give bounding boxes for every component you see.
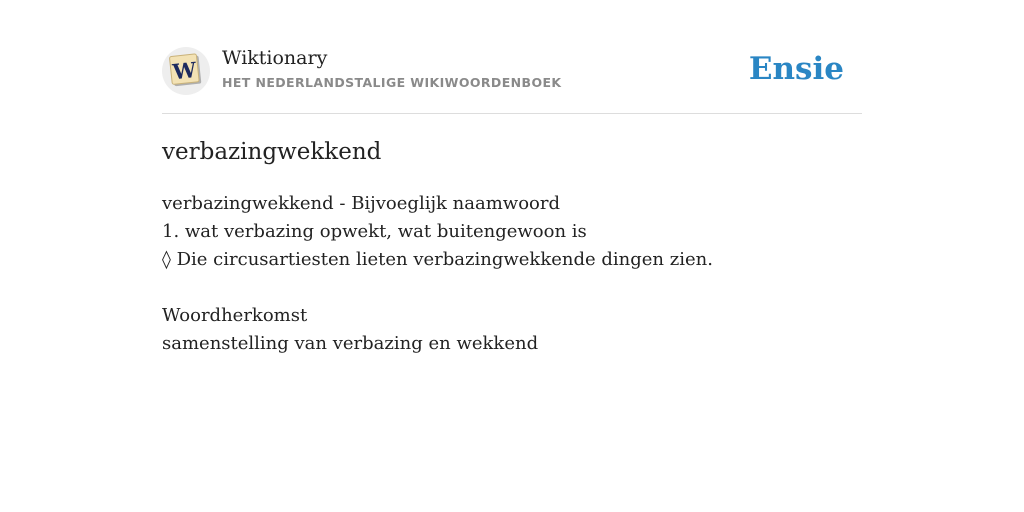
entry-line-blank [162,274,862,302]
ensie-brand-link[interactable]: Ensie [748,51,844,87]
logo-letter: W [171,56,198,85]
wiktionary-w-tile-icon [162,47,210,95]
entry-line-definition: 1. wat verbazing opwekt, wat buitengewoon is [162,221,587,242]
entry-content [162,190,862,358]
entry-line-headword: verbazingwekkend - Bijvoeglijk naamwoord [162,193,561,214]
site-name[interactable]: Wiktionary [222,47,328,69]
site-tagline: HET NEDERLANDSTALIGE WIKIWOORDENBOEK [222,75,562,90]
entry-line-etymology: samenstelling van verbazing en wekkend [162,333,539,354]
entry-line-example: ◊ Die circusartiesten lieten verbazingwekkende dingen zien. [162,249,713,270]
page-title: verbazingwekkend [162,139,382,165]
wiktionary-logo[interactable] [162,47,210,95]
entry-line-etymology-heading: Woordherkomst [162,305,308,326]
header-divider [162,113,862,114]
site-header [162,46,862,96]
